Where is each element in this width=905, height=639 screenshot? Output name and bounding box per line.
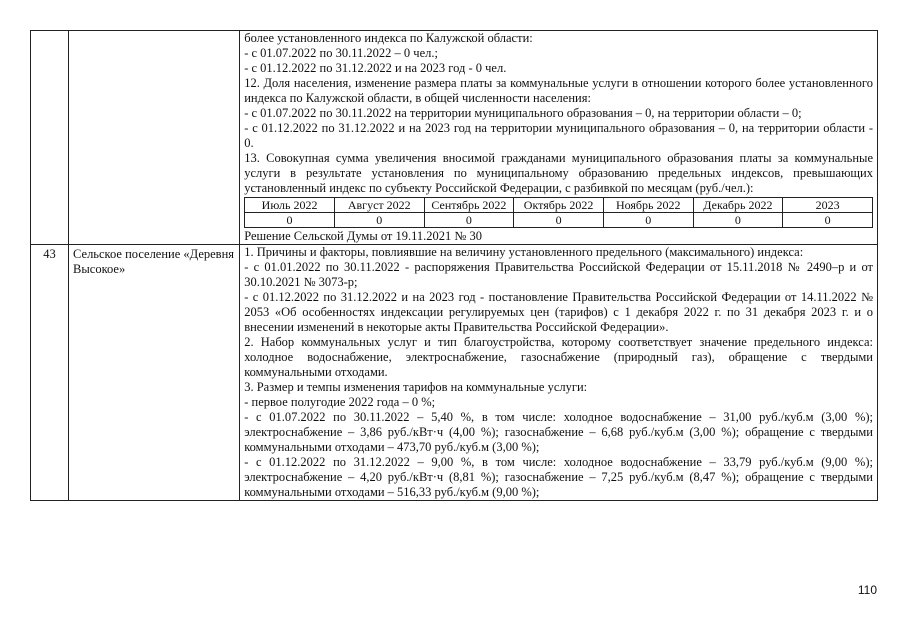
month-header: Сентябрь 2022 [424, 198, 514, 213]
month-value: 0 [245, 213, 335, 228]
month-value: 0 [514, 213, 604, 228]
month-header: Октябрь 2022 [514, 198, 604, 213]
month-value: 0 [603, 213, 693, 228]
text-paragraph: - с 01.12.2022 по 31.12.2022 – 9,00 %, в том числе: холодное водоснабжение – 33,79 руб./куб.м (9,00 %); электроснабжение – 4,20 руб./кВт·ч (8,81 %); газоснабжение – 7,25 руб./куб.м (8,47 %); обращение с твердыми коммунальными отходами – 516,33 руб./куб.м (9,00 %); [244, 455, 873, 499]
month-value: 0 [783, 213, 873, 228]
details-cell [240, 245, 878, 501]
month-value: 0 [424, 213, 514, 228]
monthly-sum-table [244, 197, 873, 228]
municipality-name-cell [69, 31, 240, 245]
municipality-name-cell: Сельское поселение «Деревня Высокое» [69, 245, 240, 501]
page-number: 110 [857, 583, 877, 597]
text-line: - с 01.12.2022 по 31.12.2022 и на 2023 год - 0 чел. [244, 61, 507, 75]
text-paragraph: - с 01.12.2022 по 31.12.2022 и на 2023 год на территории муниципального образования – 0, на территории области - 0. [244, 121, 873, 150]
municipal-index-table [30, 30, 878, 501]
row-number-cell [31, 31, 69, 245]
text-paragraph: - с 01.12.2022 по 31.12.2022 и на 2023 год - постановление Правительства Российской Федерации от 14.11.2022 № 2053 «Об особенностях индексации регулируемых цен (тарифов) с 1 декабря 2022 г. по 31 декабря 2023 г. и о внесении изменений в некоторые акты Правительства Российской Федерации». [244, 290, 873, 334]
month-header: Декабрь 2022 [693, 198, 783, 213]
month-header: Август 2022 [334, 198, 424, 213]
text-paragraph: 13. Совокупная сумма увеличения вносимой гражданами муниципального образования платы за коммунальные услуги в результате установления по муниципальному образованию предельных индексов, превышающих установленный индекс по субъекту Российской Федерации, с разбивкой по месяцам (руб./чел.): [244, 151, 873, 195]
text-line: - первое полугодие 2022 года – 0 %; [244, 395, 436, 409]
text-paragraph: - с 01.01.2022 по 30.11.2022 - распоряжения Правительства Российской Федерации от 15.11.2018 № 2490–р и от 30.10.2021 № 3073-р; [244, 260, 873, 289]
details-cell [240, 31, 878, 245]
row-number-cell: 43 [31, 245, 69, 501]
months-value-row [245, 213, 873, 228]
month-value: 0 [334, 213, 424, 228]
text-line: 1. Причины и факторы, повлиявшие на величину установленного предельного (максимального) индекса: [244, 245, 804, 259]
text-line: - с 01.07.2022 по 30.11.2022 на территории муниципального образования – 0, на территории области – 0; [244, 106, 802, 120]
months-header-row [245, 198, 873, 213]
month-header: Июль 2022 [245, 198, 335, 213]
table-row [31, 245, 878, 501]
text-paragraph: - с 01.07.2022 по 30.11.2022 – 5,40 %, в том числе: холодное водоснабжение – 31,00 руб./куб.м (3,00 %); электроснабжение – 3,86 руб./кВт·ч (4,00 %); газоснабжение – 6,68 руб./куб.м (3,00 %); обращение с твердыми коммунальными отходами – 473,70 руб./куб.м (3,00 %); [244, 410, 873, 454]
month-header: 2023 [783, 198, 873, 213]
table-row [31, 31, 878, 245]
text-line: более установленного индекса по Калужской области: [244, 31, 533, 45]
decision-reference: Решение Сельской Думы от 19.11.2021 № 30 [244, 229, 482, 243]
month-header: Ноябрь 2022 [603, 198, 693, 213]
text-paragraph: 2. Набор коммунальных услуг и тип благоустройства, которому соответствует значение предельного индекса: холодное водоснабжение, электроснабжение, газоснабжение (природный газ), обращение с твердыми коммунальными отходами. [244, 335, 873, 379]
month-value: 0 [693, 213, 783, 228]
text-paragraph: 12. Доля населения, изменение размера платы за коммунальные услуги в отношении которого более установленного индекса по Калужской области, в общей численности населения: [244, 76, 873, 105]
text-line: 3. Размер и темпы изменения тарифов на коммунальные услуги: [244, 380, 588, 394]
text-line: - с 01.07.2022 по 30.11.2022 – 0 чел.; [244, 46, 438, 60]
